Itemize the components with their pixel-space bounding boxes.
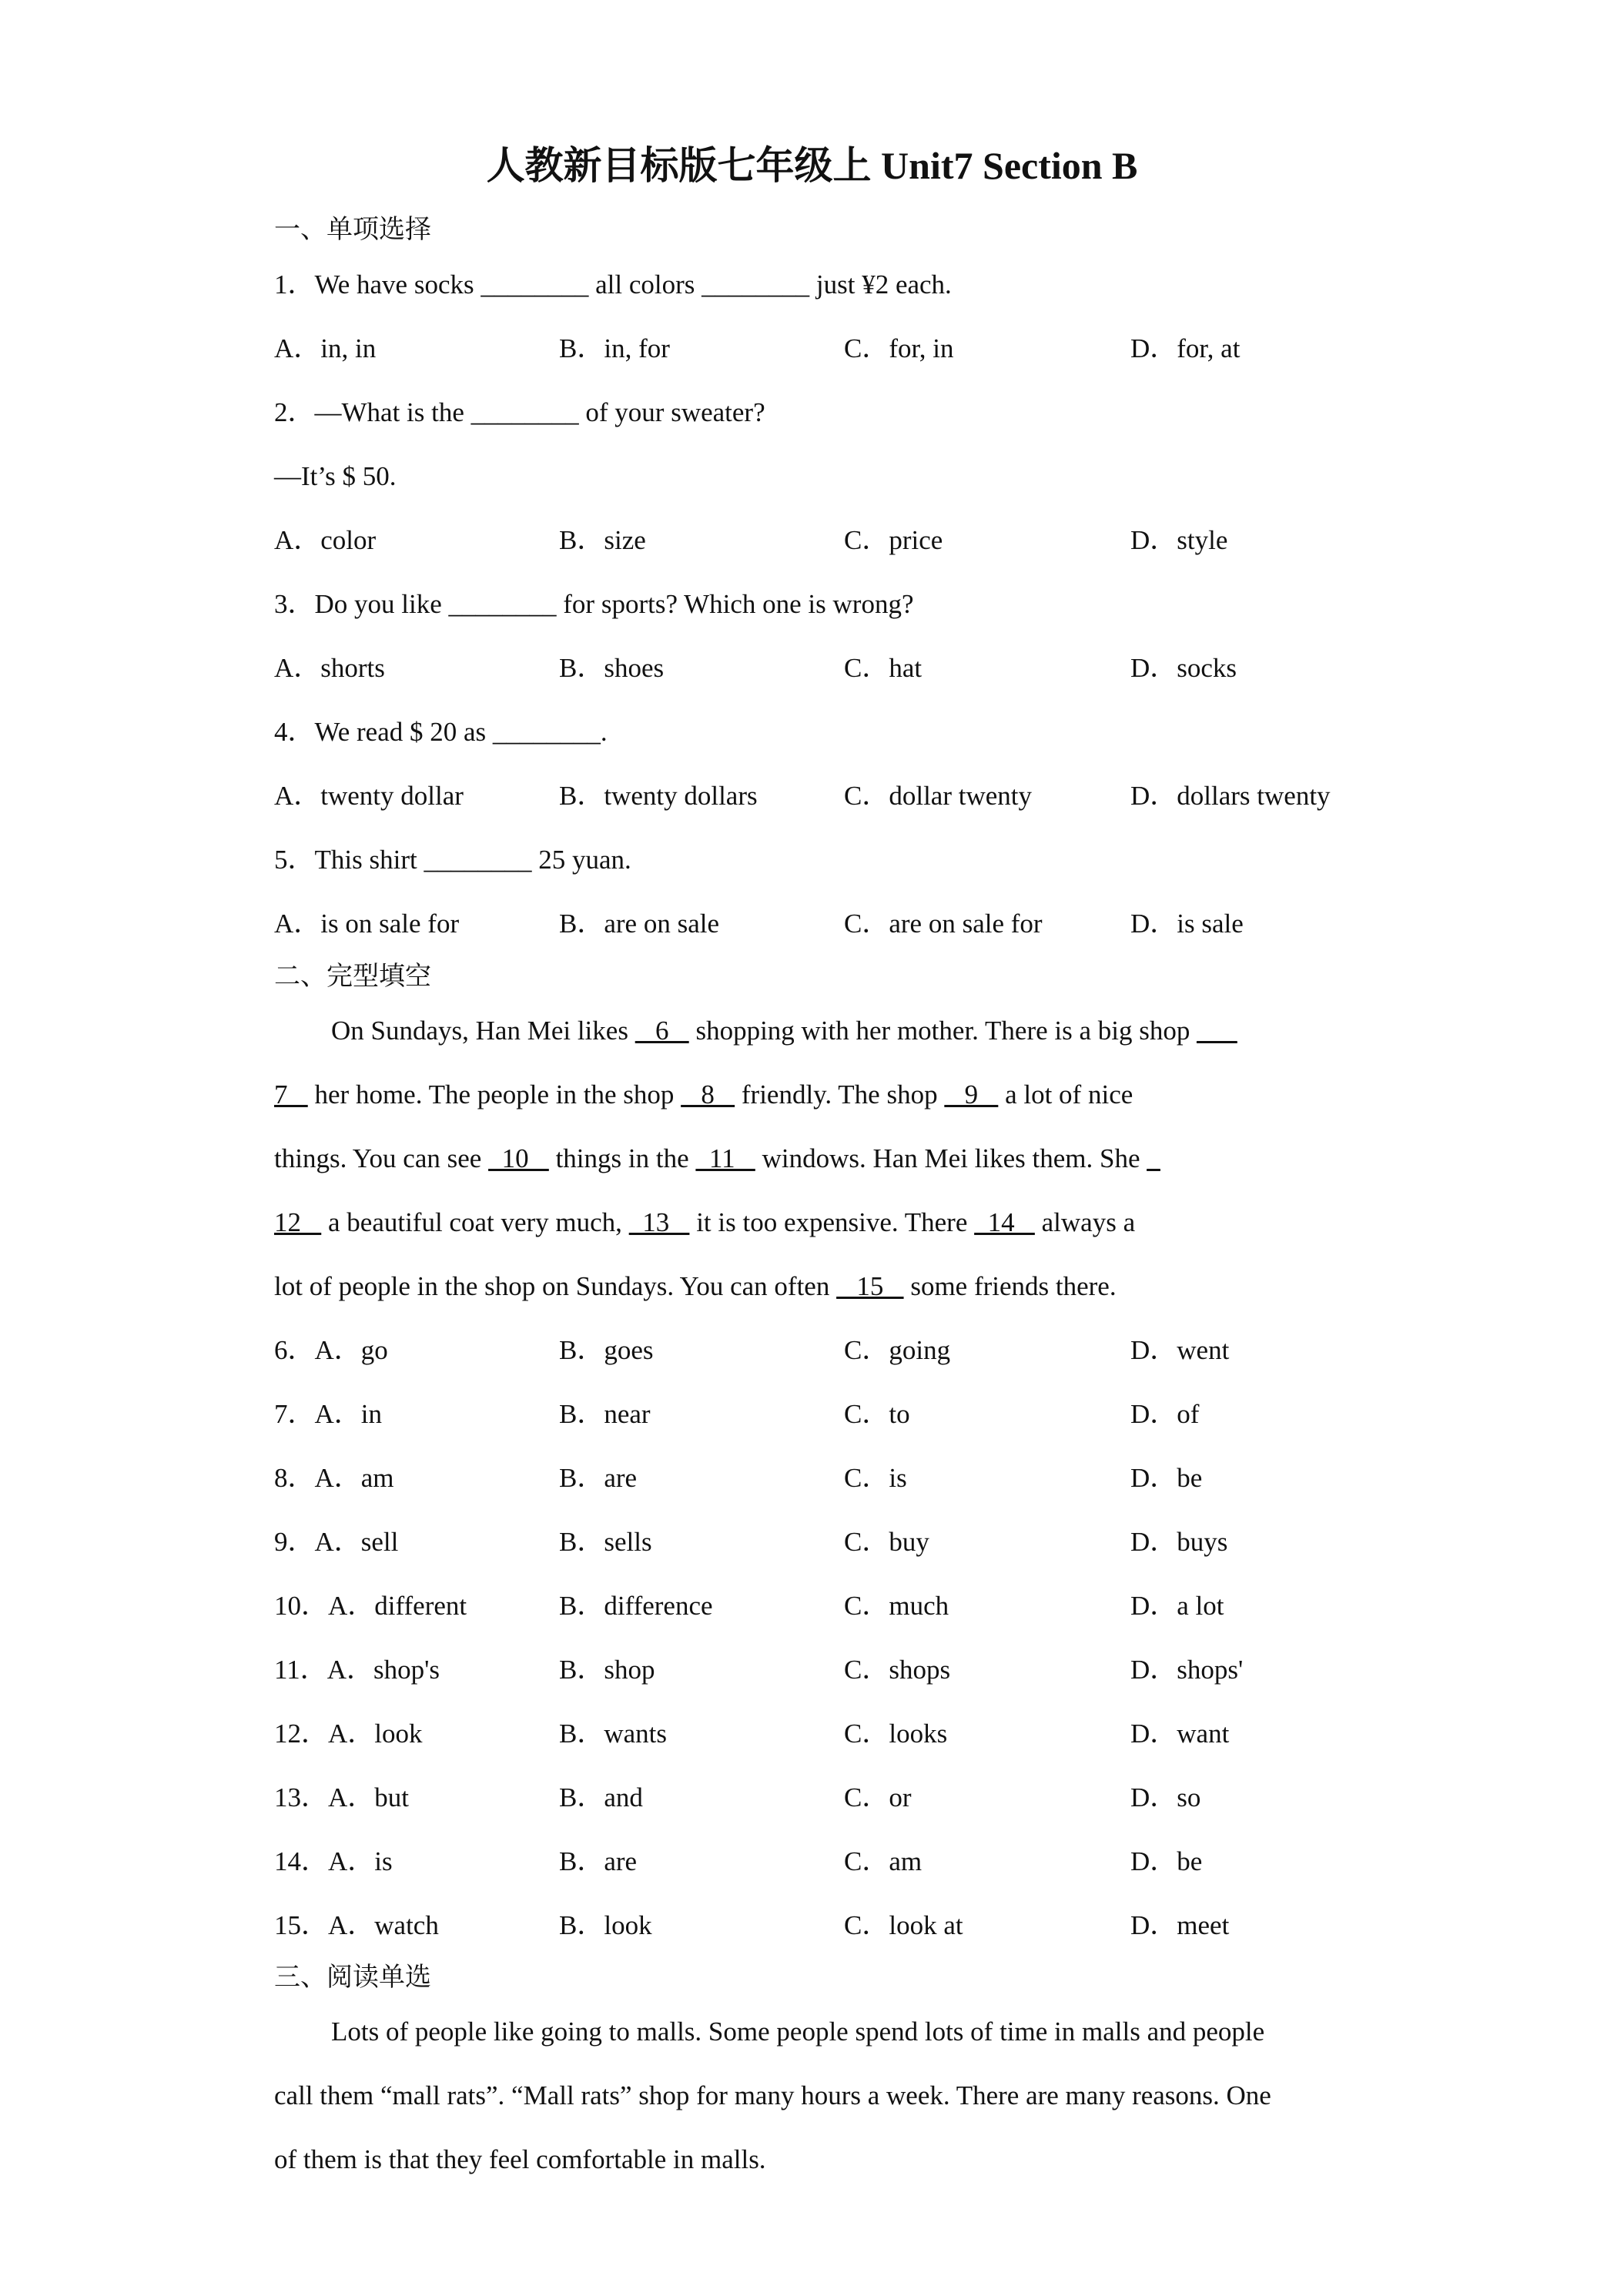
option-a: A．in, in bbox=[274, 333, 377, 363]
cloze-question-9: 9．A．sell B．sells C．buy D．buys bbox=[274, 1527, 1228, 1557]
cloze-question-6: 6．A．go B．goes C．going D．went bbox=[274, 1335, 1230, 1365]
cloze-question-12: 12．A．look B．wants C．looks D．want bbox=[274, 1719, 1230, 1749]
blank-12-start: _ bbox=[1147, 1143, 1160, 1173]
question-4-options bbox=[274, 777, 1414, 815]
blank-7-start: ___ bbox=[1197, 1016, 1237, 1046]
option-a: A．twenty dollar bbox=[274, 781, 464, 811]
option-a: A．shorts bbox=[274, 653, 385, 683]
option-c: C．are on sale for bbox=[844, 909, 1043, 939]
cloze-question-15: 15．A．watch B．look C．look at D．meet bbox=[274, 1910, 1230, 1940]
blank-13: 13 bbox=[628, 1207, 690, 1237]
option-d: D．socks bbox=[1130, 653, 1237, 683]
option-d: D．is sale bbox=[1130, 909, 1244, 939]
blank-8: 8 bbox=[681, 1079, 735, 1110]
option-b: B．are on sale bbox=[559, 909, 719, 939]
option-c: C．dollar twenty bbox=[844, 781, 1032, 811]
blank-11: 11 bbox=[695, 1143, 755, 1173]
blank-14: 14 bbox=[974, 1207, 1035, 1237]
option-b: B．in, for bbox=[559, 333, 670, 363]
reading-passage-line-1: Lots of people like going to malls. Some people spend lots of time in malls and people bbox=[331, 2017, 1265, 2047]
option-b: B．twenty dollars bbox=[559, 781, 758, 811]
question-2: 2．—What is the ________ of your sweater? bbox=[274, 397, 765, 427]
cloze-passage-line-2: 7 her home. The people in the shop 8 friendly. The shop 9 a lot of nice bbox=[274, 1079, 1133, 1110]
question-5: 5．This shirt ________ 25 yuan. bbox=[274, 845, 631, 875]
cloze-question-14: 14．A．is B．are C．am D．be bbox=[274, 1846, 1203, 1876]
section-heading-reading: 三、阅读单选 bbox=[274, 1962, 431, 1993]
cloze-question-7: 7．A．in B．near C．to D．of bbox=[274, 1399, 1200, 1429]
blank-15: 15 bbox=[836, 1271, 904, 1301]
question-2-answer-line: —It’s $ 50. bbox=[274, 461, 397, 491]
question-3-options bbox=[274, 649, 1414, 688]
option-b: B．size bbox=[559, 525, 646, 555]
question-1: 1．We have socks ________ all colors ________ just ¥2 each. bbox=[274, 269, 952, 300]
cloze-passage-line-5: lot of people in the shop on Sundays. You can often 15 some friends there. bbox=[274, 1271, 1117, 1301]
cloze-passage-line-1: On Sundays, Han Mei likes 6 shopping with her mother. There is a big shop ___ bbox=[331, 1016, 1237, 1046]
option-c: C．price bbox=[844, 525, 943, 555]
option-a: A．color bbox=[274, 525, 377, 555]
cloze-question-13: 13．A．but B．and C．or D．so bbox=[274, 1782, 1201, 1812]
option-c: C．hat bbox=[844, 653, 922, 683]
option-d: D．dollars twenty bbox=[1130, 781, 1331, 811]
cloze-question-11: 11．A．shop's B．shop C．shops D．shops' bbox=[274, 1655, 1244, 1685]
option-d: D．style bbox=[1130, 525, 1228, 555]
blank-10: 10 bbox=[488, 1143, 549, 1173]
blank-12: 12 bbox=[274, 1207, 322, 1237]
cloze-question-8: 8．A．am B．are C．is D．be bbox=[274, 1463, 1203, 1493]
question-3: 3．Do you like ________ for sports? Which one is wrong? bbox=[274, 589, 914, 619]
option-b: B．shoes bbox=[559, 653, 665, 683]
question-2-options bbox=[274, 521, 1414, 560]
section-heading-single-choice: 一、单项选择 bbox=[274, 214, 431, 245]
blank-7: 7 bbox=[274, 1079, 308, 1110]
question-5-options bbox=[274, 905, 1414, 943]
question-1-options bbox=[274, 330, 1414, 368]
option-c: C．for, in bbox=[844, 333, 954, 363]
question-4: 4．We read $ 20 as ________. bbox=[274, 717, 608, 747]
blank-6: 6 bbox=[635, 1016, 689, 1046]
cloze-question-10: 10．A．different B．difference C．much D．a lot bbox=[274, 1591, 1224, 1621]
section-heading-cloze: 二、完型填空 bbox=[274, 961, 431, 992]
cloze-passage-line-3: things. You can see 10 things in the 11 windows. Han Mei likes them. She _ bbox=[274, 1143, 1160, 1173]
reading-passage-line-3: of them is that they feel comfortable in malls. bbox=[274, 2144, 766, 2174]
option-a: A．is on sale for bbox=[274, 909, 460, 939]
option-d: D．for, at bbox=[1130, 333, 1241, 363]
cloze-passage-line-4: 12 a beautiful coat very much, 13 it is too expensive. There 14 always a bbox=[274, 1207, 1136, 1237]
reading-passage-line-2: call them “mall rats”. “Mall rats” shop for many hours a week. There are many reasons. One bbox=[274, 2080, 1271, 2110]
blank-9: 9 bbox=[944, 1079, 999, 1110]
page-title: 人教新目标版七年级上 Unit7 Section B bbox=[486, 144, 1138, 187]
